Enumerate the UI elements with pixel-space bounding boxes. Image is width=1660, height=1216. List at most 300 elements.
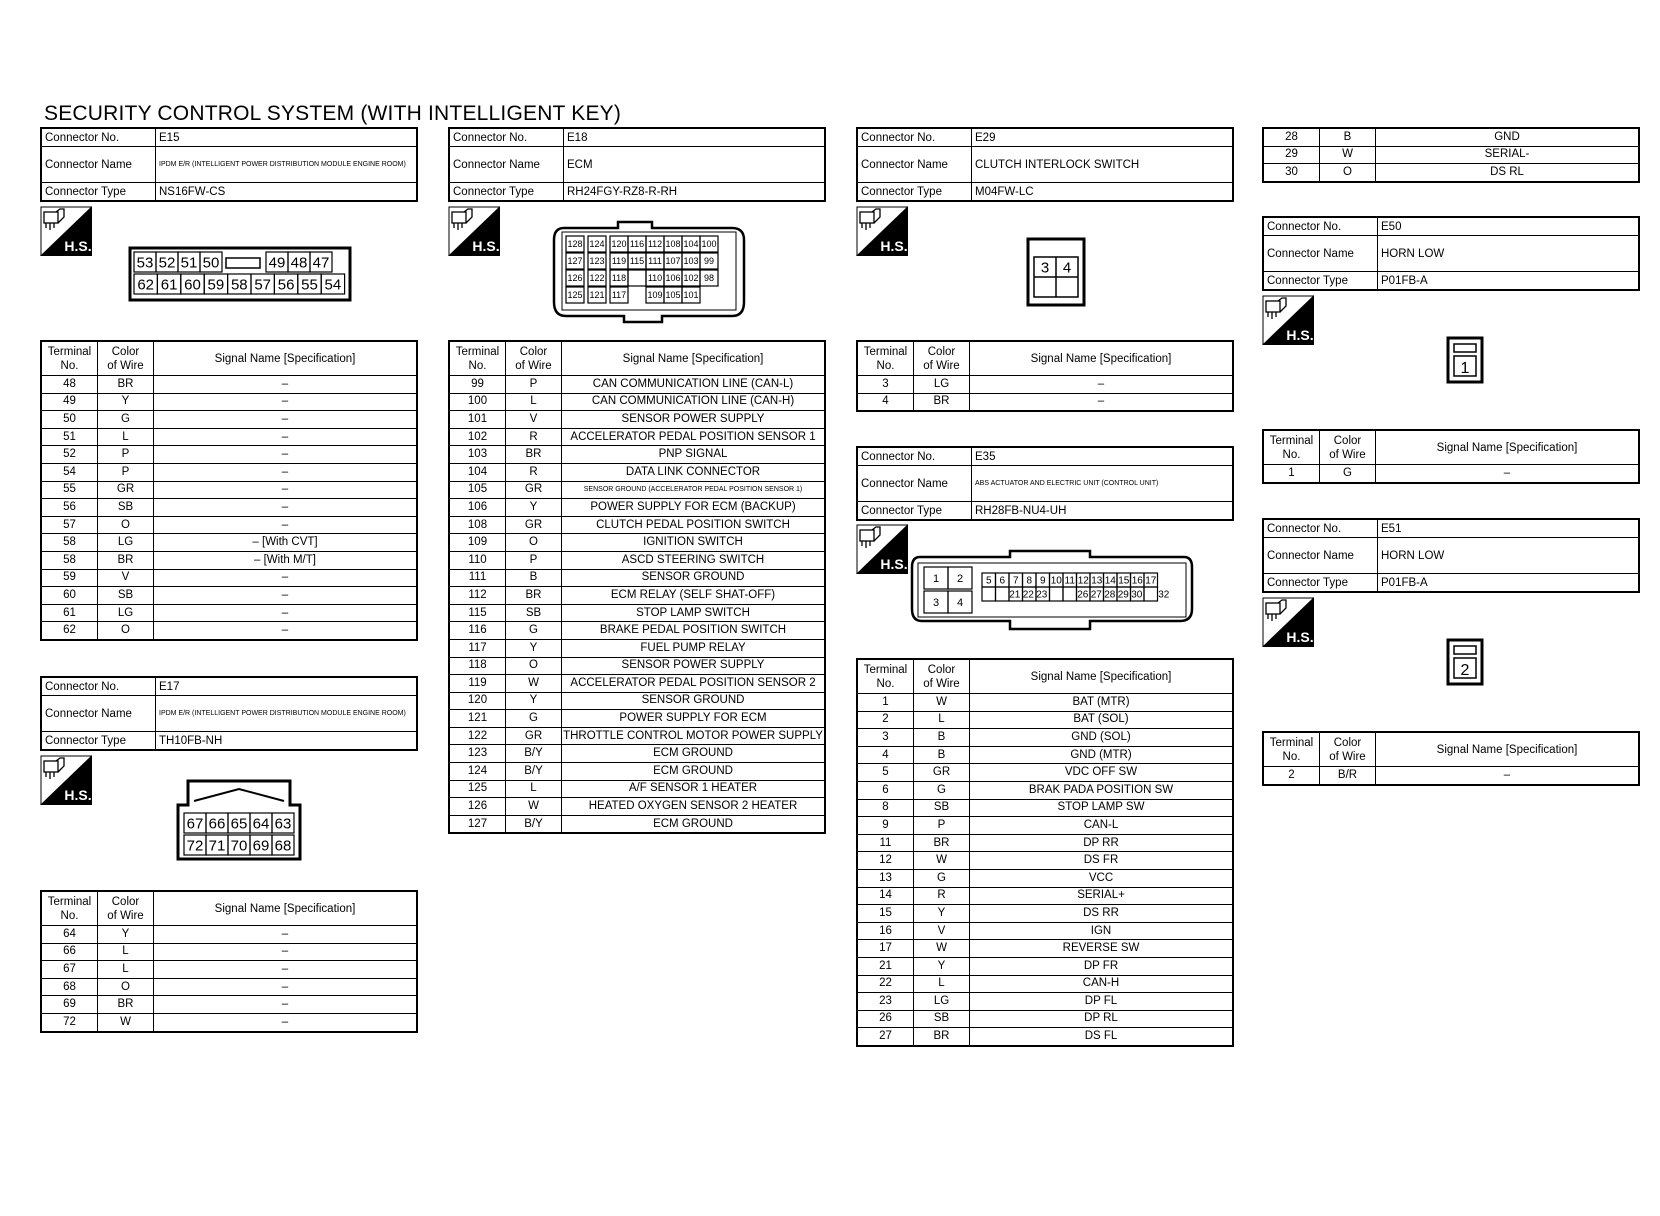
terminal-no-cell: 66: [41, 943, 98, 961]
table-row: [857, 729, 1233, 747]
terminal-no-cell: 14: [857, 887, 914, 905]
signal-name-cell: –: [154, 516, 418, 534]
terminal-no-cell: 64: [41, 926, 98, 944]
pin-label: 121: [589, 290, 605, 301]
pin-label: 26: [1077, 589, 1089, 601]
harness-side-icon: [856, 206, 908, 256]
table-row: [857, 834, 1233, 852]
pin-label: 72: [186, 837, 204, 855]
wire-color-cell: G: [506, 622, 562, 640]
connector-face-e50: [1446, 336, 1484, 384]
signal-name-cell: CAN COMMUNICATION LINE (CAN-H): [562, 393, 826, 411]
wire-color-cell: W: [98, 1013, 154, 1031]
terminal-no-cell: 101: [449, 411, 506, 429]
table-row: [857, 852, 1233, 870]
signal-name-header: Signal Name [Specification]: [970, 659, 1234, 694]
terminal-no-cell: 109: [449, 534, 506, 552]
connector-no-value: E29: [972, 128, 1234, 147]
terminal-no-cell: 12: [857, 852, 914, 870]
terminal-table-e18: [448, 340, 826, 834]
terminal-no-cell: 103: [449, 446, 506, 464]
connector-no-label: Connector No.: [857, 447, 972, 466]
connector-no-label: Connector No.: [1263, 519, 1378, 538]
connector-name-value: IPDM E/R (INTELLIGENT POWER DISTRIBUTION MODULE ENGINE ROOM): [156, 147, 418, 183]
signal-name-header: Signal Name [Specification]: [562, 341, 826, 376]
terminal-no-cell: 124: [449, 763, 506, 781]
terminal-no-cell: 22: [857, 975, 914, 993]
pin-label: 55: [301, 276, 318, 294]
pin-label: 3: [1040, 259, 1050, 277]
table-row: [449, 692, 825, 710]
table-row: [41, 996, 417, 1014]
wire-color-cell: GR: [506, 481, 562, 499]
wire-color-cell: B: [914, 729, 970, 747]
table-row: [857, 799, 1233, 817]
table-row: [41, 569, 417, 587]
connector-type-label: Connector Type: [1263, 574, 1378, 593]
harness-side-icon: [1262, 295, 1314, 345]
color-of-wire-header: Color of Wire: [1320, 430, 1376, 465]
pin-label: 53: [136, 254, 154, 272]
pin-label: 126: [567, 273, 583, 284]
signal-name-header: Signal Name [Specification]: [970, 341, 1234, 376]
pin-label: 56: [277, 276, 295, 294]
wire-color-cell: O: [98, 516, 154, 534]
signal-name-cell: –: [154, 463, 418, 481]
signal-name-cell: SERIAL+: [970, 887, 1234, 905]
signal-name-header: Signal Name [Specification]: [154, 891, 418, 926]
signal-name-cell: BAT (SOL): [970, 711, 1234, 729]
terminal-no-cell: 120: [449, 692, 506, 710]
terminal-no-cell: 15: [857, 905, 914, 923]
connector-face-e29: [1026, 237, 1086, 307]
svg-text:H.S.: H.S.: [1286, 327, 1314, 343]
signal-name-cell: –: [154, 481, 418, 499]
signal-name-cell: –: [154, 996, 418, 1014]
wire-color-cell: W: [914, 694, 970, 712]
color-of-wire-header: Color of Wire: [914, 659, 970, 694]
table-row: [449, 675, 825, 693]
pin-label: 110: [647, 273, 663, 284]
pin-label: 127: [567, 256, 583, 267]
table-header-row: [857, 659, 1233, 694]
pin-label: 106: [665, 273, 681, 284]
connector-name-label: Connector Name: [1263, 538, 1378, 574]
terminal-no-cell: 49: [41, 393, 98, 411]
terminal-no-cell: 23: [857, 993, 914, 1011]
wire-color-cell: V: [914, 922, 970, 940]
connector-no-value: E18: [564, 128, 826, 147]
table-row: [41, 943, 417, 961]
table-row: [41, 587, 417, 605]
signal-name-cell: CLUTCH PEDAL POSITION SWITCH: [562, 516, 826, 534]
pin-label: 66: [208, 815, 226, 833]
signal-name-cell: –: [1376, 767, 1640, 785]
signal-name-cell: PNP SIGNAL: [562, 446, 826, 464]
color-of-wire-header: Color of Wire: [1320, 732, 1376, 767]
terminal-no-cell: 111: [449, 569, 506, 587]
wire-color-cell: G: [506, 710, 562, 728]
wire-color-cell: Y: [914, 957, 970, 975]
table-header-row: [41, 341, 417, 376]
table-row: [1263, 767, 1639, 785]
pin-label: 120: [611, 239, 627, 250]
color-of-wire-header: Color of Wire: [914, 341, 970, 376]
connector-name-value: ABS ACTUATOR AND ELECTRIC UNIT (CONTROL UNIT): [972, 466, 1234, 502]
signal-name-cell: VCC: [970, 869, 1234, 887]
terminal-no-header: Terminal No.: [41, 341, 98, 376]
terminal-no-cell: 116: [449, 622, 506, 640]
pin-label: 118: [611, 273, 627, 284]
wire-color-cell: L: [98, 428, 154, 446]
signal-name-cell: –: [154, 587, 418, 605]
table-row: [449, 569, 825, 587]
color-of-wire-header: Color of Wire: [98, 891, 154, 926]
pin-label: 116: [629, 239, 645, 250]
wire-color-cell: O: [1320, 164, 1376, 182]
signal-name-cell: ECM RELAY (SELF SHAT-OFF): [562, 587, 826, 605]
table-row: [857, 922, 1233, 940]
table-row: [41, 463, 417, 481]
signal-name-cell: BRAK PADA POSITION SW: [970, 781, 1234, 799]
wire-color-cell: BR: [506, 587, 562, 605]
pin-label: 69: [252, 837, 270, 855]
table-row: [1263, 465, 1639, 483]
terminal-no-cell: 52: [41, 446, 98, 464]
pin-label: 5: [985, 575, 992, 587]
table-row: [41, 978, 417, 996]
pin-label: 102: [683, 273, 699, 284]
connector-type-value: M04FW-LC: [972, 183, 1234, 202]
pin-label: 63: [274, 815, 292, 833]
pin-label: 109: [647, 290, 663, 301]
color-of-wire-header: Color of Wire: [506, 341, 562, 376]
connector-header-e29: [856, 127, 1234, 202]
signal-name-cell: – [With M/T]: [154, 551, 418, 569]
terminal-no-cell: 13: [857, 869, 914, 887]
table-row: [857, 993, 1233, 1011]
table-header-row: [41, 891, 417, 926]
terminal-no-cell: 11: [857, 834, 914, 852]
terminal-no-cell: 30: [1263, 164, 1320, 182]
pin-label: 47: [312, 254, 330, 272]
signal-name-cell: ECM GROUND: [562, 745, 826, 763]
signal-name-cell: –: [154, 961, 418, 979]
harness-side-icon-graphic: [1262, 295, 1314, 345]
connector-type-label: Connector Type: [857, 502, 972, 521]
pin-label: 9: [1039, 575, 1046, 587]
signal-name-cell: IGNITION SWITCH: [562, 534, 826, 552]
terminal-no-cell: 21: [857, 957, 914, 975]
pin-label: 107: [665, 256, 681, 267]
terminal-no-cell: 58: [41, 534, 98, 552]
pin-label: 65: [230, 815, 248, 833]
pin-label: 17: [1145, 575, 1157, 587]
connector-no-label: Connector No.: [41, 677, 156, 696]
terminal-no-cell: 126: [449, 798, 506, 816]
pin-label: 111: [648, 256, 662, 267]
wire-color-cell: B/Y: [506, 815, 562, 833]
pin-label: 108: [665, 239, 681, 250]
table-row: [449, 604, 825, 622]
pin-label: 104: [683, 239, 699, 250]
table-row: [41, 446, 417, 464]
table-header-row: [1263, 430, 1639, 465]
connector-face-e51: [1446, 638, 1484, 686]
signal-name-cell: DP RL: [970, 1010, 1234, 1028]
pin-label: 29: [1117, 589, 1129, 601]
pin-label: 119: [611, 256, 627, 267]
wire-color-cell: R: [506, 463, 562, 481]
terminal-no-cell: 69: [41, 996, 98, 1014]
terminal-no-cell: 1: [857, 694, 914, 712]
table-row: [449, 376, 825, 394]
wire-color-cell: P: [914, 817, 970, 835]
pin-label: 112: [647, 239, 663, 250]
pin-label: 6: [999, 575, 1006, 587]
connector-face-e18: [552, 220, 746, 324]
signal-name-cell: GND (MTR): [970, 746, 1234, 764]
signal-name-cell: STOP LAMP SWITCH: [562, 604, 826, 622]
signal-name-cell: BRAKE PEDAL POSITION SWITCH: [562, 622, 826, 640]
table-header-row: [449, 341, 825, 376]
wire-color-cell: R: [914, 887, 970, 905]
signal-name-cell: CAN-H: [970, 975, 1234, 993]
signal-name-cell: –: [154, 604, 418, 622]
table-row: [449, 657, 825, 675]
terminal-no-cell: 123: [449, 745, 506, 763]
pin-label: 117: [611, 290, 627, 301]
table-row: [449, 446, 825, 464]
connector-no-label: Connector No.: [41, 128, 156, 147]
table-row: [41, 1013, 417, 1031]
terminal-no-cell: 59: [41, 569, 98, 587]
table-row: [449, 411, 825, 429]
table-row: [449, 727, 825, 745]
connector-name-value: HORN LOW: [1378, 538, 1640, 574]
pin-label: 28: [1104, 589, 1116, 601]
wire-color-cell: L: [98, 961, 154, 979]
wire-color-cell: BR: [506, 446, 562, 464]
wire-color-cell: P: [506, 376, 562, 394]
terminal-no-cell: 108: [449, 516, 506, 534]
signal-name-cell: POWER SUPPLY FOR ECM (BACKUP): [562, 499, 826, 517]
pin-label: 1: [932, 572, 940, 585]
wire-color-cell: P: [98, 463, 154, 481]
pin-label: 48: [290, 254, 308, 272]
connector-name-label: Connector Name: [857, 466, 972, 502]
signal-name-cell: POWER SUPPLY FOR ECM: [562, 710, 826, 728]
wire-color-cell: W: [1320, 146, 1376, 164]
terminal-no-cell: 119: [449, 675, 506, 693]
table-row: [857, 694, 1233, 712]
pin-label: 16: [1131, 575, 1143, 587]
pin-label: 4: [1062, 259, 1072, 277]
terminal-no-cell: 72: [41, 1013, 98, 1031]
table-row: [857, 1028, 1233, 1046]
terminal-table-e35-continued: [1262, 127, 1640, 183]
pin-label: 59: [207, 276, 225, 294]
pin-label: 58: [230, 276, 248, 294]
connector-header-e51: [1262, 518, 1640, 593]
terminal-no-cell: 68: [41, 978, 98, 996]
wire-color-cell: BR: [98, 996, 154, 1014]
terminal-no-header: Terminal No.: [41, 891, 98, 926]
terminal-table-e50: [1262, 429, 1640, 484]
signal-name-header: Signal Name [Specification]: [1376, 732, 1640, 767]
key-slot: [226, 258, 260, 268]
signal-name-cell: –: [154, 376, 418, 394]
terminal-table-e15: [40, 340, 418, 641]
svg-text:H.S.: H.S.: [64, 787, 92, 803]
pin-label: 124: [589, 239, 605, 250]
harness-side-icon: [40, 206, 92, 256]
signal-name-cell: –: [154, 622, 418, 640]
harness-side-icon-graphic: [40, 206, 92, 256]
pin-label: 60: [184, 276, 201, 294]
connector-name-value: IPDM E/R (INTELLIGENT POWER DISTRIBUTION MODULE ENGINE ROOM): [156, 696, 418, 732]
signal-name-cell: DS FR: [970, 852, 1234, 870]
signal-name-cell: VDC OFF SW: [970, 764, 1234, 782]
pin-label: 101: [683, 290, 699, 301]
table-row: [449, 499, 825, 517]
svg-text:H.S.: H.S.: [1286, 629, 1314, 645]
terminal-no-cell: 16: [857, 922, 914, 940]
terminal-no-cell: 106: [449, 499, 506, 517]
wire-color-cell: BR: [98, 551, 154, 569]
wire-color-cell: B/Y: [506, 745, 562, 763]
terminal-no-cell: 2: [857, 711, 914, 729]
signal-name-cell: SERIAL-: [1376, 146, 1640, 164]
terminal-no-cell: 102: [449, 428, 506, 446]
terminal-no-cell: 28: [1263, 128, 1320, 146]
pin-label: 67: [186, 815, 204, 833]
signal-name-cell: –: [154, 446, 418, 464]
pin-label: 52: [158, 254, 176, 272]
connector-name-label: Connector Name: [41, 147, 156, 183]
pin-label: 8: [1026, 575, 1033, 587]
table-header-row: [857, 341, 1233, 376]
signal-name-cell: –: [154, 1013, 418, 1031]
signal-name-cell: DS FL: [970, 1028, 1234, 1046]
terminal-no-cell: 61: [41, 604, 98, 622]
pin-label: 27: [1090, 589, 1102, 601]
wire-color-cell: L: [506, 393, 562, 411]
table-row: [449, 587, 825, 605]
terminal-no-cell: 6: [857, 781, 914, 799]
signal-name-header: Signal Name [Specification]: [154, 341, 418, 376]
signal-name-cell: –: [970, 393, 1234, 411]
table-row: [449, 780, 825, 798]
table-row: [41, 534, 417, 552]
signal-name-cell: CAN COMMUNICATION LINE (CAN-L): [562, 376, 826, 394]
wire-color-cell: LG: [914, 993, 970, 1011]
terminal-no-cell: 51: [41, 428, 98, 446]
table-row: [857, 711, 1233, 729]
terminal-no-cell: 3: [857, 376, 914, 394]
terminal-table-e17: [40, 890, 418, 1033]
terminal-no-cell: 5: [857, 764, 914, 782]
connector-name-label: Connector Name: [1263, 236, 1378, 272]
signal-name-cell: –: [1376, 465, 1640, 483]
terminal-no-cell: 127: [449, 815, 506, 833]
harness-side-icon: [856, 524, 908, 574]
signal-name-cell: DS RL: [1376, 164, 1640, 182]
pin-label: 100: [701, 239, 717, 250]
terminal-table-e51: [1262, 731, 1640, 786]
wire-color-cell: V: [506, 411, 562, 429]
signal-name-cell: –: [154, 926, 418, 944]
connector-name-value: HORN LOW: [1378, 236, 1640, 272]
table-row: [857, 781, 1233, 799]
wire-color-cell: L: [914, 975, 970, 993]
connector-type-value: RH24FGY-RZ8-R-RH: [564, 183, 826, 202]
terminal-no-cell: 115: [449, 604, 506, 622]
wire-color-cell: G: [914, 869, 970, 887]
signal-name-cell: GND (SOL): [970, 729, 1234, 747]
wire-color-cell: BR: [914, 834, 970, 852]
signal-name-cell: –: [154, 943, 418, 961]
table-row: [449, 534, 825, 552]
wire-color-cell: G: [1320, 465, 1376, 483]
signal-name-cell: –: [970, 376, 1234, 394]
table-row: [857, 940, 1233, 958]
table-row: [449, 463, 825, 481]
pin-label: 122: [589, 273, 605, 284]
table-row: [449, 639, 825, 657]
terminal-no-cell: 29: [1263, 146, 1320, 164]
wire-color-cell: GR: [506, 727, 562, 745]
color-of-wire-header: Color of Wire: [98, 341, 154, 376]
wire-color-cell: Y: [506, 692, 562, 710]
pin-label: 15: [1118, 575, 1130, 587]
wire-color-cell: O: [98, 622, 154, 640]
pin-label: 11: [1064, 575, 1075, 587]
terminal-no-cell: 3: [857, 729, 914, 747]
signal-name-cell: FUEL PUMP RELAY: [562, 639, 826, 657]
wire-color-cell: B: [506, 569, 562, 587]
pin-label: 10: [1050, 575, 1062, 587]
pin-label: 12: [1077, 575, 1089, 587]
wire-color-cell: SB: [98, 587, 154, 605]
pin-label: 128: [567, 239, 583, 250]
terminal-no-cell: 58: [41, 551, 98, 569]
connector-no-value: E50: [1378, 217, 1640, 236]
table-row: [449, 551, 825, 569]
table-row: [1263, 164, 1639, 182]
table-row: [41, 622, 417, 640]
wire-color-cell: BR: [914, 393, 970, 411]
table-row: [41, 516, 417, 534]
pin-label: 1: [1460, 360, 1470, 377]
signal-name-cell: DATA LINK CONNECTOR: [562, 463, 826, 481]
terminal-no-cell: 50: [41, 411, 98, 429]
pin-label: 98: [703, 273, 715, 284]
wire-color-cell: Y: [98, 393, 154, 411]
connector-type-value: P01FB-A: [1378, 574, 1640, 593]
table-row: [41, 926, 417, 944]
signal-name-cell: BAT (MTR): [970, 694, 1234, 712]
pin-label: 13: [1091, 575, 1103, 587]
terminal-no-cell: 104: [449, 463, 506, 481]
table-row: [1263, 146, 1639, 164]
table-row: [1263, 128, 1639, 146]
connector-no-value: E17: [156, 677, 418, 696]
wire-color-cell: G: [914, 781, 970, 799]
terminal-no-cell: 4: [857, 746, 914, 764]
terminal-no-cell: 56: [41, 499, 98, 517]
harness-side-icon-graphic: [448, 206, 500, 256]
